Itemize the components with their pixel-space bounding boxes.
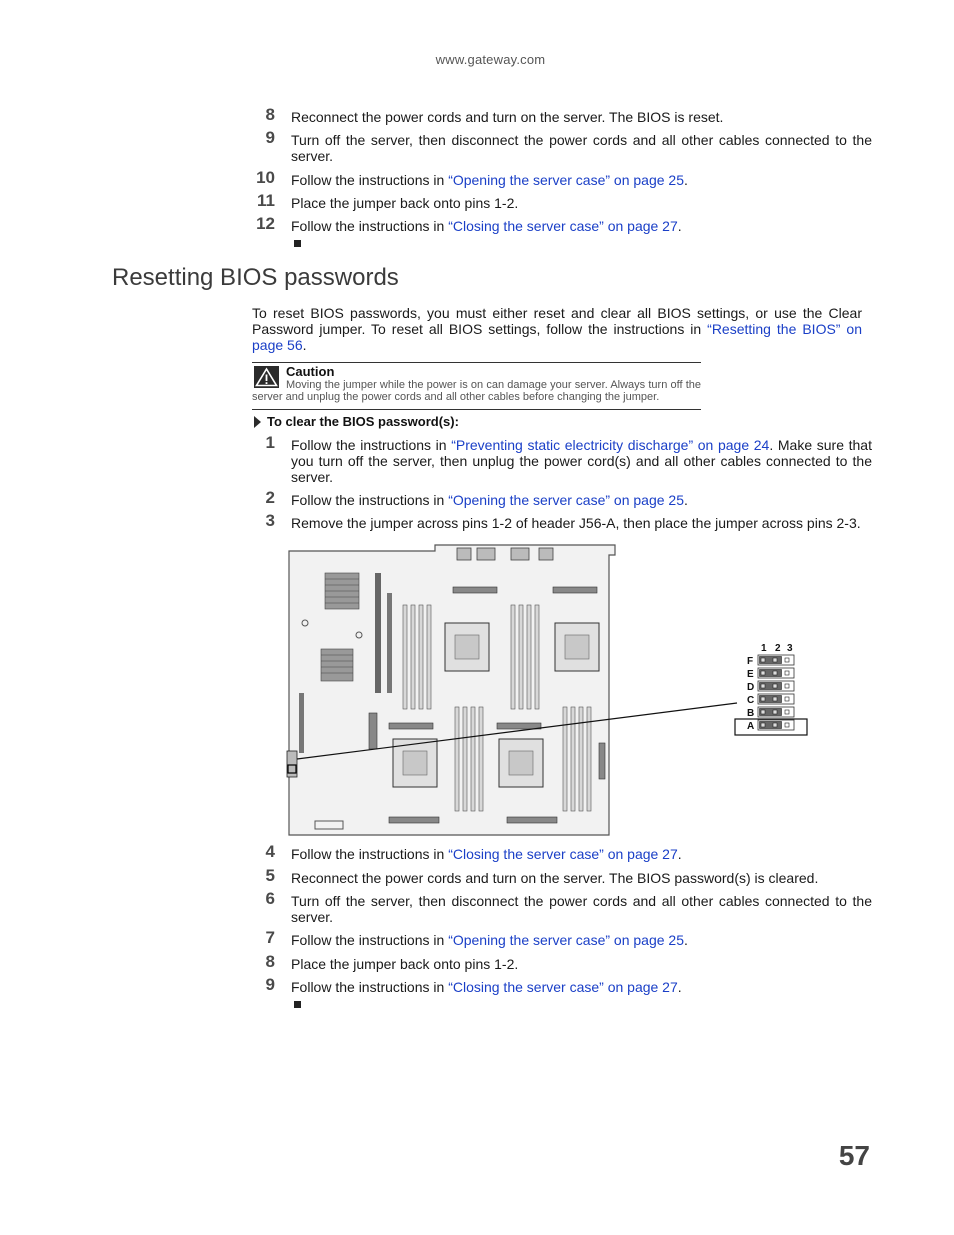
step-7 [252,928,872,948]
top-step-10 [252,168,872,188]
text-run: To reset BIOS passwords, you must either reset and clear all BIOS settings, or use the Clear Password jumper. To reset all BIOS settings, follow the instructions in [252,305,862,337]
step-number: 6 [265,889,275,908]
page-number: 57 [838,1140,870,1171]
cross-reference-link[interactable]: “Preventing static electricity discharge” on page 24 [451,437,770,453]
step-number: 5 [265,866,275,885]
text-run: Follow the instructions in [291,437,452,453]
motherboard-diagram [285,543,810,838]
jumper-pin [785,671,789,675]
cross-reference-link[interactable]: “Closing the server case” on page 27 [448,218,678,234]
step-text [291,218,872,234]
text-run: . Make sure that you turn off the server, then unplug the power cord(s) and all other cables connected to the server. [291,437,872,485]
step-text [291,437,872,485]
jumper-pin [773,658,777,662]
text-run: Follow the instructions in [291,172,449,188]
cross-reference-link[interactable]: “Closing the server case” on page 27 [448,979,678,995]
jumper-pin [761,697,765,701]
step-number: 9 [265,128,275,147]
step-number: 4 [265,842,275,861]
step-number: 1 [265,433,275,452]
jumper-pin [761,723,765,727]
step-text [291,979,872,995]
text-run: . [684,932,688,948]
step-text [291,132,872,164]
jumper-pin [761,671,765,675]
jumper-row-label: B [747,708,755,719]
step-number: 12 [256,214,275,233]
step-number: 3 [265,511,275,530]
jumper-pin [773,723,777,727]
text-run: . [677,846,682,862]
step-text [291,870,872,886]
jumper-row-label: F [747,656,754,667]
text-run: Reconnect the power cords and turn on the server. The BIOS is reset. [291,109,724,125]
jumper-pin [785,684,789,688]
text-run: Follow the instructions in [291,218,449,234]
top-step-8 [252,105,872,125]
step-number: 7 [265,928,275,947]
step-2 [252,488,872,508]
top-step-11 [252,191,872,211]
step-text [291,515,872,531]
pin-label: 2 [775,643,781,654]
text-run: Remove the jumper across pins 1-2 of header J56-A, then place the jumper across pins 2-3. [291,515,861,531]
step-9 [252,975,872,995]
section-title: Resetting BIOS passwords [112,264,399,291]
text-run: Follow the instructions in [291,846,449,862]
step-text [291,932,872,948]
step-text [291,172,872,188]
jumper-pin [773,684,777,688]
text-run: Turn off the server, then disconnect the power cords and all other cables connected to the server. [291,893,872,925]
jumper-pin [761,658,765,662]
jumper-pin [785,723,789,727]
step-text [291,846,872,862]
text-run: Follow the instructions in [291,979,449,995]
text-run: Follow the instructions in [291,932,449,948]
caution-box [252,362,701,410]
cross-reference-link[interactable]: “Opening the server case” on page 25 [448,172,684,188]
caution-title: Caution [286,364,335,379]
jumper-pin [761,710,765,714]
step-6 [252,889,872,925]
cross-reference-link[interactable]: “Closing the server case” on page 27 [448,846,678,862]
step-1 [252,433,872,485]
jumper-row-label: E [747,669,754,680]
header-url: www.gateway.com [435,52,546,67]
pin-label: 1 [761,643,767,654]
pin-label: 3 [787,643,793,654]
jumper-row-label: D [747,682,755,693]
top-step-12 [252,214,872,234]
jumper-pin [785,697,789,701]
step-text [291,956,872,972]
step-number: 2 [265,488,275,507]
text-run: . [684,492,688,508]
step-text [291,195,872,211]
procedure-title-text: To clear the BIOS password(s): [267,414,459,429]
procedure-title [254,414,459,429]
step-text [291,492,872,508]
step-8 [252,952,872,972]
jumper-pin [761,684,765,688]
step-number: 8 [265,952,275,971]
procedure-arrow-icon [254,416,261,428]
cross-reference-link[interactable]: “Opening the server case” on page 25 [448,492,684,508]
jumper-pin [785,710,789,714]
cross-reference-link[interactable]: “Opening the server case” on page 25 [448,932,684,948]
jumper-pin [773,710,777,714]
step-text [291,109,872,125]
end-of-procedure-marker [294,1001,301,1008]
text-run: . [677,979,682,995]
step-5 [252,866,872,886]
step-number: 11 [257,191,275,210]
text-run: Place the jumper back onto pins 1-2. [291,956,519,972]
step-number: 9 [265,975,275,994]
step-3 [252,511,872,531]
jumper-row-label: C [747,695,755,706]
jumper-pin [773,697,777,701]
text-run: . [677,218,682,234]
intro-paragraph [252,305,862,353]
jumper-row-label: A [747,721,755,732]
text-run: . [302,337,307,353]
jumper-pin [785,658,789,662]
step-number: 8 [265,105,275,124]
text-run: Place the jumper back onto pins 1-2. [291,195,519,211]
text-run: . [684,172,688,188]
cross-reference-link[interactable]: “Resetting the BIOS” on page 56 [252,321,862,353]
step-4 [252,842,872,862]
caution-text: Moving the jumper while the power is on can damage your server. Always turn off the server and unplug the power cords and all other cables before changing the jumper. [252,379,701,403]
step-text [291,893,872,925]
text-run: Reconnect the power cords and turn on the server. The BIOS password(s) is cleared. [291,870,819,886]
end-of-procedure-marker [294,240,301,247]
step-number: 10 [256,168,275,187]
text-run: Follow the instructions in [291,492,449,508]
top-step-9 [252,128,872,164]
jumper-detail [735,643,807,735]
text-run: Turn off the server, then disconnect the power cords and all other cables connected to the server. [291,132,872,164]
jumper-pin [773,671,777,675]
